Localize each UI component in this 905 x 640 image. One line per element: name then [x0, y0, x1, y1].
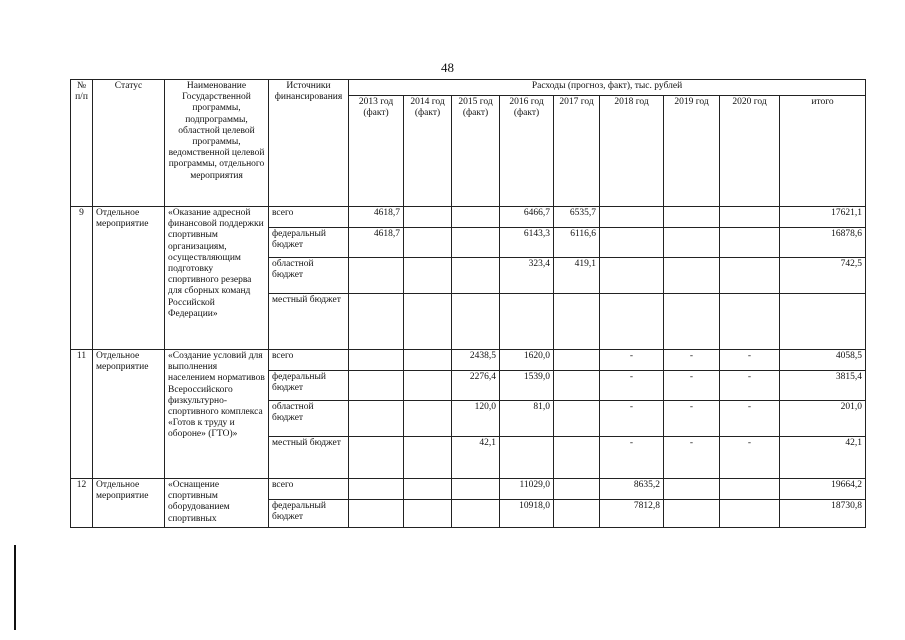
value-cell: [349, 401, 404, 437]
value-cell: 18730,8: [780, 500, 866, 528]
value-cell: 742,5: [780, 258, 866, 294]
value-cell: [720, 228, 780, 258]
value-cell: 201,0: [780, 401, 866, 437]
value-cell: [349, 371, 404, 401]
value-cell: [404, 437, 452, 479]
funding-source-cell: федеральный бюджет: [269, 228, 349, 258]
value-cell: 3815,4: [780, 371, 866, 401]
value-cell: 19664,2: [780, 479, 866, 500]
header-source: Источники финансирования: [269, 80, 349, 207]
funding-source-cell: федеральный бюджет: [269, 500, 349, 528]
funding-source-cell: всего: [269, 350, 349, 371]
value-cell: [720, 258, 780, 294]
header-year-2016: 2016 год (факт): [500, 96, 554, 207]
value-cell: [349, 500, 404, 528]
value-cell: 419,1: [554, 258, 600, 294]
value-cell: [349, 258, 404, 294]
value-cell: [404, 371, 452, 401]
value-cell: -: [720, 350, 780, 371]
status-cell: Отдельное мероприятие: [93, 350, 165, 479]
funding-source-cell: всего: [269, 479, 349, 500]
header-year-2020: 2020 год: [720, 96, 780, 207]
value-cell: [664, 294, 720, 350]
value-cell: 17621,1: [780, 207, 866, 228]
value-cell: 42,1: [452, 437, 500, 479]
row-number-cell: 9: [71, 207, 93, 350]
value-cell: 4618,7: [349, 228, 404, 258]
value-cell: [600, 207, 664, 228]
value-cell: [500, 437, 554, 479]
value-cell: 16878,6: [780, 228, 866, 258]
header-name: Наименование Государственной программы, подпрограммы, областной целевой программы, ведомственной целевой программы, отдельного мероприятия: [165, 80, 269, 207]
value-cell: 6535,7: [554, 207, 600, 228]
value-cell: 6143,3: [500, 228, 554, 258]
table-row: [71, 350, 866, 371]
value-cell: [404, 258, 452, 294]
value-cell: -: [600, 350, 664, 371]
value-cell: 6116,6: [554, 228, 600, 258]
table-row: [71, 479, 866, 500]
value-cell: [349, 479, 404, 500]
value-cell: 8635,2: [600, 479, 664, 500]
header-year-2014: 2014 год (факт): [404, 96, 452, 207]
value-cell: [600, 228, 664, 258]
value-cell: 6466,7: [500, 207, 554, 228]
program-name-cell: «Оснащение спортивным оборудованием спортивных: [165, 479, 269, 528]
header-row-1: [71, 80, 866, 96]
header-year-2013: 2013 год (факт): [349, 96, 404, 207]
program-name-cell: «Создание условий для выполнения населением нормативов Всероссийского физкультурно-спортивного комплекса «Готов к труду и обороне» (ГТО)»: [165, 350, 269, 479]
value-cell: [452, 258, 500, 294]
value-cell: -: [720, 371, 780, 401]
value-cell: -: [664, 371, 720, 401]
value-cell: [452, 479, 500, 500]
value-cell: [452, 228, 500, 258]
value-cell: [349, 350, 404, 371]
value-cell: 4618,7: [349, 207, 404, 228]
value-cell: [664, 500, 720, 528]
value-cell: 11029,0: [500, 479, 554, 500]
value-cell: [600, 294, 664, 350]
value-cell: [452, 294, 500, 350]
value-cell: [554, 437, 600, 479]
value-cell: [404, 294, 452, 350]
header-status: Статус: [93, 80, 165, 207]
value-cell: -: [600, 371, 664, 401]
row-number-cell: 11: [71, 350, 93, 479]
funding-source-cell: областной бюджет: [269, 401, 349, 437]
value-cell: [500, 294, 554, 350]
funding-source-cell: федеральный бюджет: [269, 371, 349, 401]
value-cell: 42,1: [780, 437, 866, 479]
value-cell: [664, 479, 720, 500]
value-cell: [404, 228, 452, 258]
header-total: итого: [780, 96, 866, 207]
value-cell: -: [600, 437, 664, 479]
value-cell: [780, 294, 866, 350]
value-cell: 10918,0: [500, 500, 554, 528]
funding-source-cell: всего: [269, 207, 349, 228]
value-cell: [720, 500, 780, 528]
value-cell: [554, 500, 600, 528]
page-number: 48: [441, 60, 454, 75]
value-cell: [554, 401, 600, 437]
row-number-cell: 12: [71, 479, 93, 528]
value-cell: [554, 294, 600, 350]
value-cell: -: [720, 401, 780, 437]
value-cell: [720, 207, 780, 228]
value-cell: 81,0: [500, 401, 554, 437]
value-cell: [404, 479, 452, 500]
value-cell: [600, 258, 664, 294]
value-cell: 120,0: [452, 401, 500, 437]
value-cell: [349, 437, 404, 479]
value-cell: -: [720, 437, 780, 479]
value-cell: 323,4: [500, 258, 554, 294]
value-cell: [720, 479, 780, 500]
funding-source-cell: местный бюджет: [269, 437, 349, 479]
value-cell: [554, 350, 600, 371]
funding-source-cell: местный бюджет: [269, 294, 349, 350]
value-cell: [452, 500, 500, 528]
value-cell: 2276,4: [452, 371, 500, 401]
value-cell: [664, 228, 720, 258]
value-cell: [554, 479, 600, 500]
value-cell: -: [664, 350, 720, 371]
value-cell: [554, 371, 600, 401]
value-cell: [720, 294, 780, 350]
funding-source-cell: областной бюджет: [269, 258, 349, 294]
value-cell: 1620,0: [500, 350, 554, 371]
value-cell: [404, 401, 452, 437]
header-expenses: Расходы (прогноз, факт), тыс. рублей: [349, 80, 866, 96]
header-year-2017: 2017 год: [554, 96, 600, 207]
value-cell: [664, 207, 720, 228]
value-cell: 2438,5: [452, 350, 500, 371]
budget-table: [70, 79, 866, 528]
scan-edge-line: [14, 545, 16, 630]
header-year-2018: 2018 год: [600, 96, 664, 207]
value-cell: 1539,0: [500, 371, 554, 401]
header-year-2019: 2019 год: [664, 96, 720, 207]
value-cell: -: [664, 401, 720, 437]
value-cell: [349, 294, 404, 350]
value-cell: [452, 207, 500, 228]
table-row: [71, 207, 866, 228]
value-cell: 7812,8: [600, 500, 664, 528]
program-name-cell: «Оказание адресной финансовой поддержки спортивным организациям, осуществляющим подготовку спортивного резерва для сборных команд Российской Федерации»: [165, 207, 269, 350]
value-cell: [404, 500, 452, 528]
value-cell: -: [600, 401, 664, 437]
header-year-2015: 2015 год (факт): [452, 96, 500, 207]
status-cell: Отдельное мероприятие: [93, 207, 165, 350]
value-cell: 4058,5: [780, 350, 866, 371]
value-cell: -: [664, 437, 720, 479]
value-cell: [404, 350, 452, 371]
header-num: № п/п: [71, 80, 93, 207]
value-cell: [404, 207, 452, 228]
value-cell: [664, 258, 720, 294]
status-cell: Отдельное мероприятие: [93, 479, 165, 528]
